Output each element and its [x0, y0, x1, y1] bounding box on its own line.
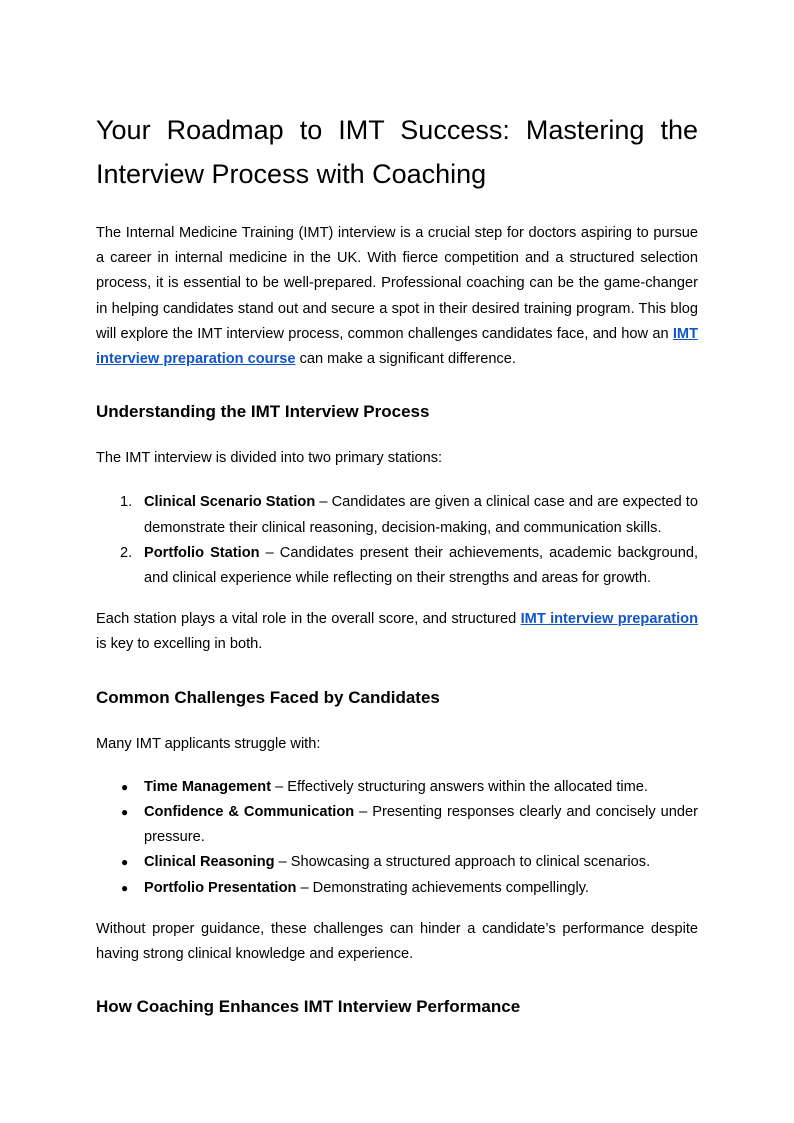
closing-text-end: is key to excelling in both.: [96, 636, 263, 653]
list-item-desc: – Showcasing a structured approach to clinical scenarios.: [274, 854, 651, 871]
list-item-term: Clinical Reasoning: [144, 854, 275, 871]
document-page: [96, 108, 698, 1041]
challenges-closing: Without proper guidance, these challenges can hinder a candidate’s performance despite having strong clinical knowledge and experience.: [96, 920, 698, 963]
bullet-icon: ●: [121, 855, 129, 870]
list-number: 1.: [120, 494, 133, 511]
list-item-term: Clinical Scenario Station: [144, 494, 316, 511]
section-heading-coaching: How Coaching Enhances IMT Interview Performance: [96, 997, 521, 1017]
imt-preparation-link[interactable]: IMT interview preparation: [520, 611, 698, 628]
list-item-desc: – Candidates present their achievements, academic background, and clinical experience while reflecting on their strengths and areas for growth.: [144, 544, 698, 587]
intro-text: The Internal Medicine Training (IMT) interview is a crucial step for doctors aspiring to pursue a career in internal medicine in the UK. With fierce competition and a structured selection process, it is essential to be well-prepared. Professional coaching can be the game-changer in helping candidates stand out and secure a spot in their desired training program. This blog will explore the IMT interview process, common challenges candidates face, and how an: [96, 225, 698, 342]
intro-text-end: can make a significant difference.: [295, 351, 516, 368]
intro-paragraph: [96, 221, 698, 372]
challenges-list: [96, 775, 698, 901]
list-item: [96, 541, 698, 591]
list-item-desc: – Candidates are given a clinical case and are expected to demonstrate their clinical reasoning, decision-making, and communication skills.: [144, 494, 698, 536]
stations-list: [96, 490, 698, 591]
list-item: [96, 800, 698, 850]
section-heading-challenges: Common Challenges Faced by Candidates: [96, 687, 440, 707]
list-item: [96, 876, 698, 901]
bullet-icon: ●: [121, 779, 129, 794]
list-item-desc: – Presenting responses clearly and concisely under pressure.: [144, 804, 698, 846]
imt-course-link[interactable]: IMT interview preparation course: [96, 325, 698, 368]
challenges-lead: Many IMT applicants struggle with:: [96, 735, 321, 752]
process-closing: [96, 607, 698, 657]
process-lead: The IMT interview is divided into two primary stations:: [96, 450, 443, 467]
bullet-icon: ●: [121, 805, 129, 820]
list-item-term: Confidence & Communication: [144, 804, 355, 821]
list-item-desc: – Effectively structuring answers within the allocated time.: [271, 778, 648, 795]
list-item: [96, 850, 698, 875]
list-number: 2.: [120, 544, 133, 561]
list-item-term: Time Management: [144, 778, 272, 795]
list-item-desc: – Demonstrating achievements compellingly.: [296, 879, 589, 896]
bullet-icon: ●: [121, 880, 129, 895]
section-heading-process: Understanding the IMT Interview Process: [96, 402, 430, 422]
page-title: Your Roadmap to IMT Success: Mastering the Interview Process with Coaching: [96, 115, 698, 189]
list-item: [96, 775, 698, 800]
list-item-term: Portfolio Station: [144, 544, 260, 561]
list-item: [96, 490, 698, 540]
closing-text: Each station plays a vital role in the overall score, and structured: [96, 611, 521, 628]
list-item-term: Portfolio Presentation: [144, 879, 297, 896]
